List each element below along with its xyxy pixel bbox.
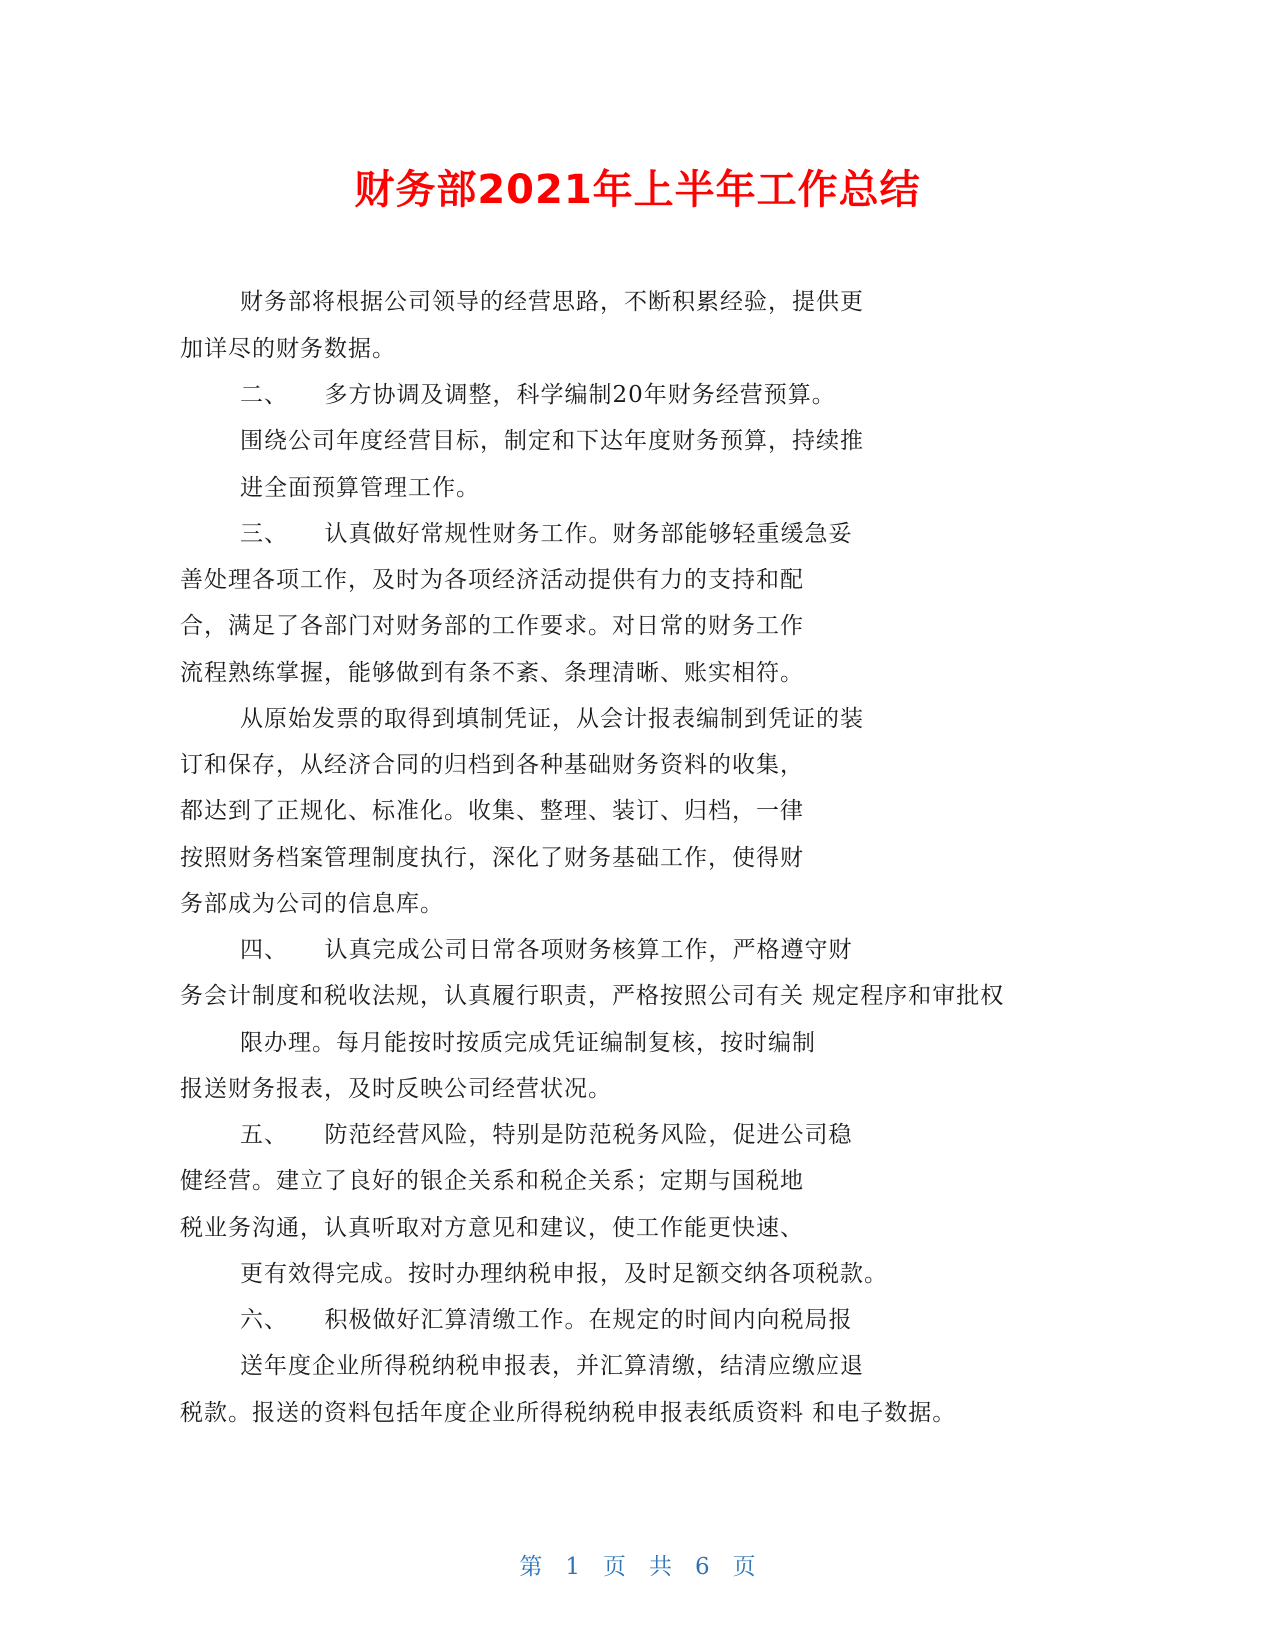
body-line: 围绕公司年度经营目标，制定和下达年度财务预算，持续推: [240, 428, 864, 454]
body-line: 四、 认真完成公司日常各项财务核算工作，严格遵守财: [240, 937, 853, 963]
body-line: 送年度企业所得税纳税申报表，并汇算清缴，结清应缴应退: [240, 1353, 864, 1379]
document-title: 财务部2021年上半年工作总结: [354, 167, 921, 213]
body-line: 税款。报送的资料包括年度企业所得税纳税申报表纸质资料 和电子数据。: [180, 1400, 957, 1426]
body-line: 加详尽的财务数据。: [180, 336, 396, 362]
body-line: 财务部将根据公司领导的经营思路，不断积累经验，提供更: [240, 289, 864, 315]
body-line: 务会计制度和税收法规，认真履行职责，严格按照公司有关 规定程序和审批权: [180, 983, 1005, 1009]
body-line: 健经营。建立了良好的银企关系和税企关系；定期与国税地: [180, 1168, 804, 1194]
body-line: 流程熟练掌握，能够做到有条不紊、条理清晰、账实相符。: [180, 660, 804, 686]
body-line: 订和保存，从经济合同的归档到各种基础财务资料的收集，: [180, 752, 804, 778]
body-line: 税业务沟通，认真听取对方意见和建议，使工作能更快速、: [180, 1215, 804, 1241]
body-line: 都达到了正规化、标准化。收集、整理、装订、归档，一律: [180, 798, 804, 824]
body-line: 限办理。每月能按时按质完成凭证编制复核，按时编制: [240, 1030, 816, 1056]
body-line: 五、 防范经营风险，特别是防范税务风险，促进公司稳: [240, 1122, 853, 1148]
body-line: 六、 积极做好汇算清缴工作。在规定的时间内向税局报: [240, 1307, 853, 1333]
body-line: 合，满足了各部门对财务部的工作要求。对日常的财务工作: [180, 613, 804, 639]
body-line: 进全面预算管理工作。: [240, 475, 480, 501]
body-line: 从原始发票的取得到填制凭证，从会计报表编制到凭证的装: [240, 706, 864, 732]
body-line: 更有效得完成。按时办理纳税申报，及时足额交纳各项税款。: [240, 1261, 888, 1287]
body-line: 报送财务报表，及时反映公司经营状况。: [180, 1076, 612, 1102]
body-line: 务部成为公司的信息库。: [180, 891, 444, 917]
body-line: 三、 认真做好常规性财务工作。财务部能够轻重缓急妥: [240, 521, 853, 547]
body-line: 善处理各项工作，及时为各项经济活动提供有力的支持和配: [180, 567, 804, 593]
body-line: 二、 多方协调及调整，科学编制20年财务经营预算。: [240, 382, 836, 408]
page-number-footer: 第 1 页 共 6 页: [519, 1554, 756, 1580]
body-line: 按照财务档案管理制度执行，深化了财务基础工作，使得财: [180, 845, 804, 871]
